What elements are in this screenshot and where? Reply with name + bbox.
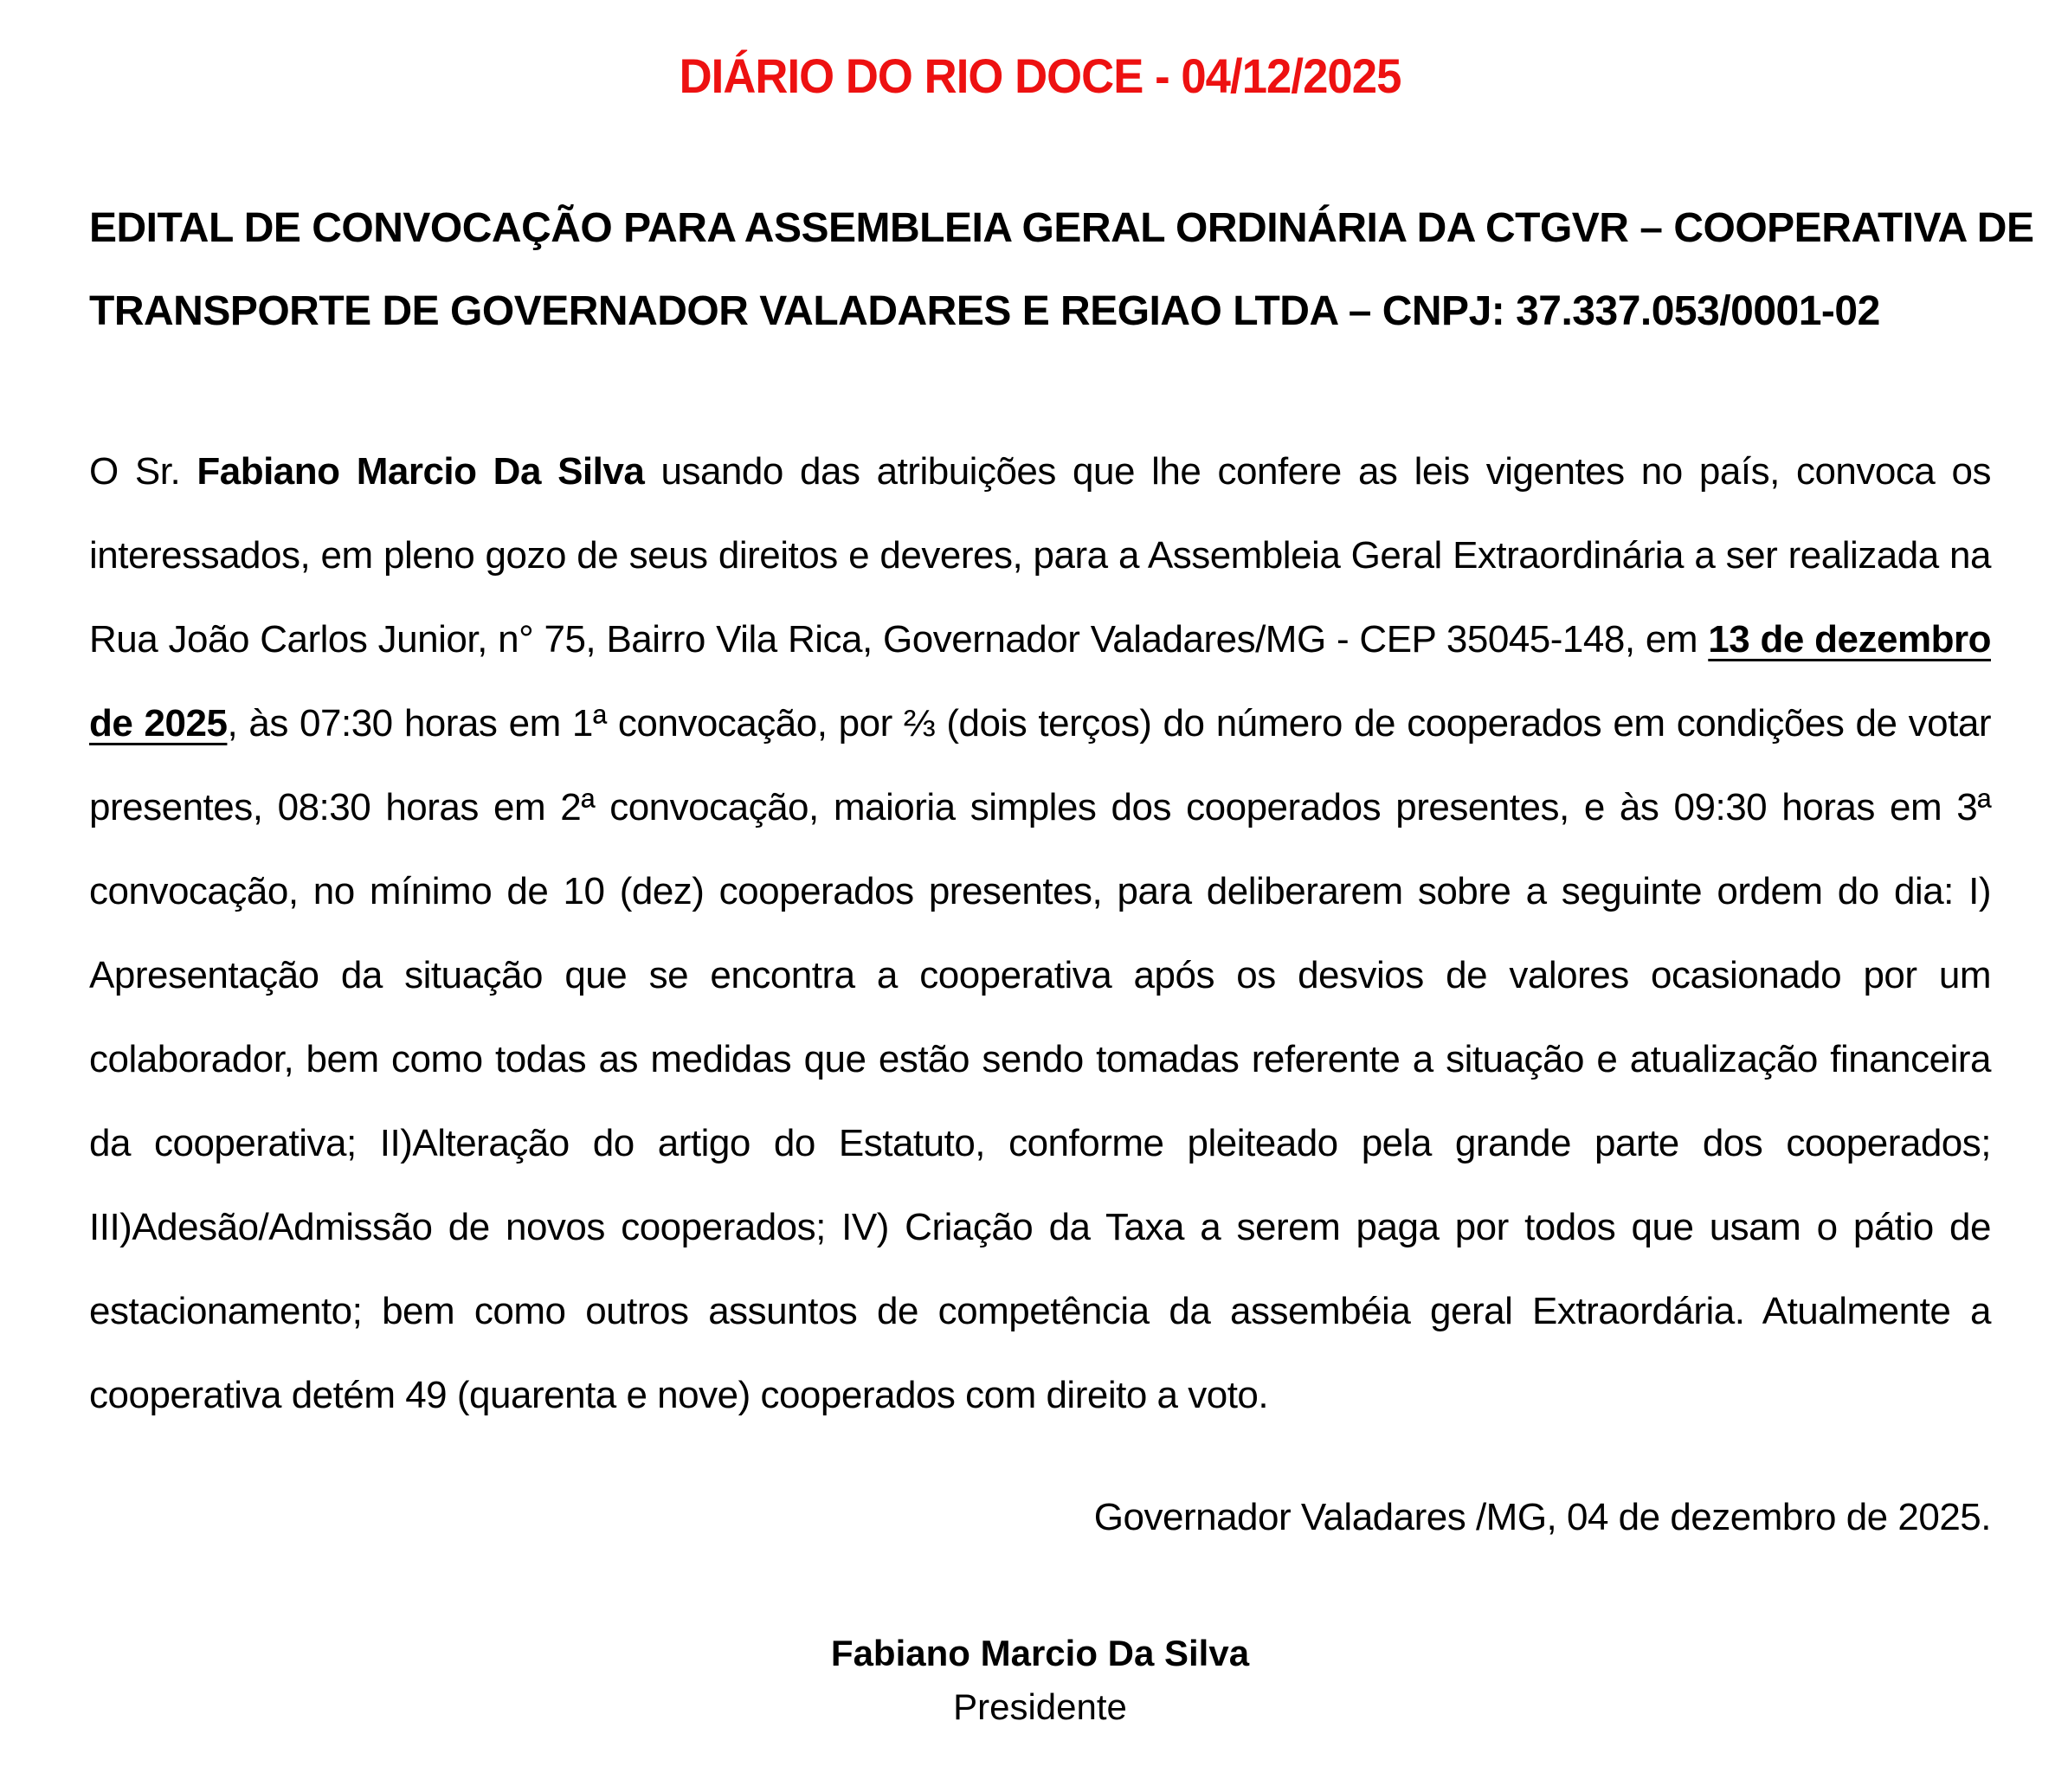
masthead-title: DIÁRIO DO RIO DOCE - 04/12/2025 <box>679 48 1401 103</box>
edital-body-paragraph <box>89 429 1991 1437</box>
body-segment-president-name: Fabiano Marcio Da Silva <box>196 450 645 493</box>
dateline: Governador Valadares /MG, 04 de dezembro de 2025. <box>1093 1496 1991 1538</box>
edital-heading-line2: TRANSPORTE DE GOVERNADOR VALADARES E REGIAO LTDA – CNPJ: 37.337.053/0001-02 <box>89 288 1880 334</box>
signature-name: Fabiano Marcio Da Silva <box>830 1633 1250 1673</box>
body-segment-agenda: , às 07:30 horas em 1ª convocação, por ⅔ (dois terços) do número de cooperados em condições de votar presentes, 08:30 horas em 2ª convocação, maioria simples dos cooperados presentes, e às 09:30 horas em 3ª convocação, no mínimo de 10 (dez) cooperados presentes, para deliberarem sobre a seguinte ordem do dia: I) Apresentação da situação que se encontra a cooperativa após os desvios de valores ocasionado por um colaborador, bem como todas as medidas que estão sendo tomadas referente a situação e atualização financeira da cooperativa; II)Alteração do artigo do Estatuto, conforme pleiteado pela grande parte dos cooperados; III)Adesão/Admissão de novos cooperados; IV) Criação da Taxa a serem paga por todos que usam o pátio de estacionamento; bem como outros assuntos de competência da assembéia geral Extraordária. Atualmente a cooperativa detém 49 (quarenta e nove) cooperados com direito a voto. <box>89 702 1991 1416</box>
signature-block <box>89 1627 1991 1734</box>
signature-role: Presidente <box>953 1686 1127 1727</box>
edital-heading-line1: EDITAL DE CONVOCAÇÃO PARA ASSEMBLEIA GERAL ORDINÁRIA DA CTGVR – COOPERATIVA DE <box>89 205 2034 251</box>
body-segment-convocation-details: usando das atribuições que lhe confere as leis vigentes no país, convoca os interessados, em pleno gozo de seus direitos e deveres, para a Assembleia Geral Extraordinária a ser realizada na Rua João Carlos Junior, n° 75, Bairro Vila Rica, Governador Valadares/MG - CEP 35045-148, em <box>89 450 1991 661</box>
edital-heading <box>89 187 2034 353</box>
body-segment-intro: O Sr. <box>89 450 197 493</box>
body-segment-assembly-date: 13 de dezembro de 2025 <box>89 618 1991 745</box>
